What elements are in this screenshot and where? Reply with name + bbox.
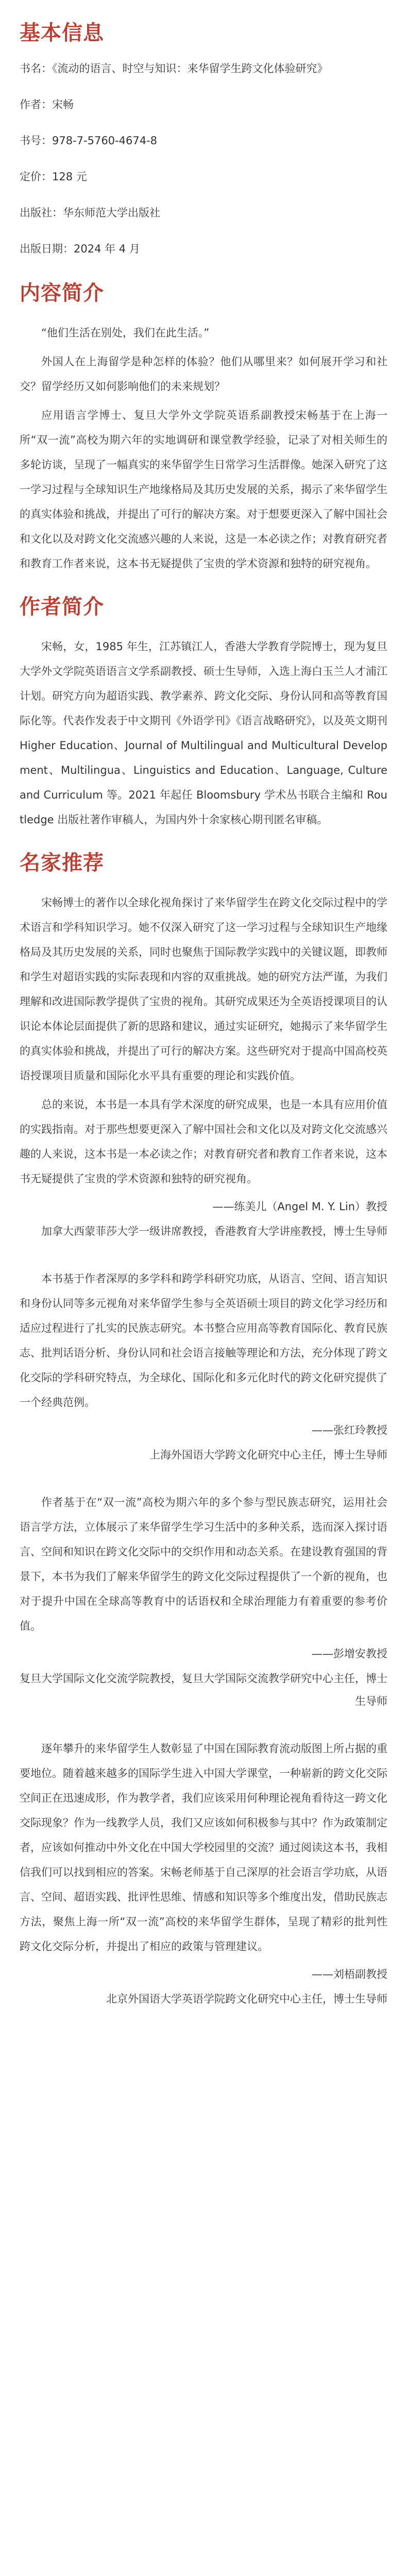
info-label: 出版社： [20,207,63,219]
info-value: 宋畅 [52,98,74,111]
recommendation-paragraph: 宋畅博士的著作以全球化视角探讨了来华留学生在跨文化交际过程中的学术语言和学科知识学习。她不仅深入研究了这一学习过程与全球知识生产地缘格局及其历史发展的关系，同时也聚焦于国际教学实践中的关键议题，即教师和学生对超语实践的实际表现和内容的双重挑战。她的研究方法严谨，为我们理解和改进国际教学提供了宝贵的视角。其研究成果还为全英语授课项目的认识论本体论层面提供了新的思路和建议，通过实证研究，她揭示了来华留学生的真实体验和挑战，并提出了可行的解决方案。这些研究对于提高中国高校英语授课项目质量和国际化水平具有重要的理论和实践价值。 [20,896,387,1082]
recommender-name: ——刘梧副教授 [312,1968,387,1980]
summary-paragraph: 应用语言学博士、复旦大学外文学院英语系副教授宋畅基于在上海一所“双一流”高校为期六年的实地调研和课堂教学经验，记录了对相关师生的多轮访谈，呈现了一幅真实的来华留学生日常学习生活群像。她深入研究了这一学习过程与全球知识生产地缘格局及其历史发展的关系，揭示了来华留学生的真实体验和挑战，并提出了可行的解决方案。对于想要更深入了解中国社会和文化以及对跨文化交流感兴趣的人来说，这是一本必读之作；对教育研究者和教育工作者来说，这本书无疑提供了宝贵的学术资源和独特的研究视角。 [20,409,387,570]
info-value: 978-7-5760-4674-8 [52,134,158,147]
recommender-name: ——张红玲教授 [312,1424,387,1436]
recommendation-1 [20,890,387,1243]
recommender-name: ——练美儿（Angel M. Y. Lin）教授 [212,1200,387,1213]
info-row-author [20,96,387,113]
info-row-price [20,168,387,185]
info-row-publisher [20,205,387,221]
info-row-isbn [20,132,387,149]
info-value: 《流动的语言、时空与知识：来华留学生跨文化体验研究》 [52,62,328,75]
info-label: 出版日期： [20,243,74,255]
basic-info-title: 基本信息 [20,21,104,45]
recommendation-paragraph: 本书基于作者深厚的多学科和跨学科研究功底，从语言、空间、语言知识和身份认同等多元视角对来华留学生参与全英语硕士项目的跨文化学习经历和适应过程进行了扎实的民族志研究。本书整合应用高等教育国际化、教育民族志、批判话语分析、身份认同和社会语言接触等理论和方法，充分体现了跨文化交际的学科研究特点，为全球化、国际化和多元化时代的跨文化研究提供了一个经典范例。 [20,1273,387,1409]
info-value: 128 元 [52,171,87,183]
info-label: 书号： [20,134,52,147]
recommender-affiliation: 复旦大学国际文化交流学院教授，复旦大学国际交流教学研究中心主任，博士生导师 [20,1672,387,1707]
summary-paragraph: 外国人在上海留学是种怎样的体验？他们从哪里来？如何展开学习和社交？留学经历又如何影响他们的未来规划？ [20,355,387,393]
info-row-title [20,60,387,77]
recommender-affiliation: 上海外国语大学跨文化研究中心主任，博士生导师 [149,1449,387,1461]
recommendation-4 [20,1736,387,2010]
summary-paragraph: “他们生活在别处，我们在此生活。” [41,327,210,339]
summary-title: 内容简介 [20,281,104,305]
recommender-affiliation: 加拿大西蒙菲莎大学一级讲席教授，香港教育大学讲座教授，博士生导师 [41,1225,387,1238]
recommender-name: ——彭增安教授 [312,1648,387,1660]
info-label: 作者： [20,98,52,111]
recommendation-paragraph: 总的来说，本书是一本具有学术深度的研究成果，也是一本具有应用价值的实践指南。对于那些想要更深入了解中国社会和文化以及对跨文化交流感兴趣的人来说，这本书是一本必读之作；对教育研究者和教育工作者来说，这本书无疑提供了宝贵的学术资源和独特的研究视角。 [20,1098,387,1185]
info-row-date [20,241,387,257]
recommendations-title: 名家推荐 [20,851,104,875]
recommendation-paragraph: 作者基于在“双一流”高校为期六年的多个参与型民族志研究，运用社会语言学方法，立体展示了来华留学生学习生活中的多种关系，选而深入探讨语言、空间和知识在跨文化交际中的交织作用和动态关系。在建设教育强国的背景下，本书为我们了解来华留学生的跨文化交际过程提供了一个新的视角，也对于提升中国在全球高等教育中的话语权和全球治理能力有着重要的参考价值。 [20,1496,387,1632]
author-title: 作者简介 [20,595,104,619]
author-paragraph: 宋畅，女，1985 年生，江苏镇江人，香港大学教育学院博士，现为复旦大学外文学院英语语言文学系副教授、硕士生导师，入选上海白玉兰人才浦江计划。研究方向为超语实践、教学素养、跨文化交际、身份认同和高等教育国际化等。代表作发表于中文期刊《外语学刊》《语言战略研究》，以及英文期刊 Higher Education、Journal of Multilingual and Multicultural Development、Multilingua、Linguistics and Education、Language, Culture and Curriculum 等。2021 年起任 Bloomsbury 学术丛书联合主编和 Routledge 出版社著作审稿人，为国内外十余家核心期刊匿名审稿。 [20,640,387,826]
info-value: 华东师范大学出版社 [63,207,160,219]
recommender-affiliation: 北京外国语大学英语学院跨文化研究中心主任，博士生导师 [106,1993,387,2005]
recommendation-2 [20,1266,387,1466]
recommendation-3 [20,1490,387,1713]
info-label: 书名： [20,62,52,75]
info-label: 定价： [20,171,52,183]
basic-info-list [20,60,387,257]
info-value: 2024 年 4 月 [74,243,140,255]
recommendation-paragraph: 逐年攀升的来华留学生人数彰显了中国在国际教育流动版图上所占据的重要地位。随着越来越多的国际学生进入中国大学课堂，一种崭新的跨文化交际空间正在迅速成形，作为教学者，我们应该采用何种理论视角看待这一跨文化交际现象？作为一线教学人员，我们又应该如何积极参与其中？作为政策制定者，应该如何推动中外文化在中国大学校园里的交流？通过阅读这本书，我相信我们可以找到相应的答案。宋畅老师基于自己深厚的社会语言学功底，从语言、空间、超语实践、批评性思维、情感和知识等多个维度出发，借助民族志方法，聚焦上海一所“双一流”高校的来华留学生群体，呈现了精彩的批判性跨文化交际分析，并提出了相应的政策与管理建议。 [20,1742,387,1953]
